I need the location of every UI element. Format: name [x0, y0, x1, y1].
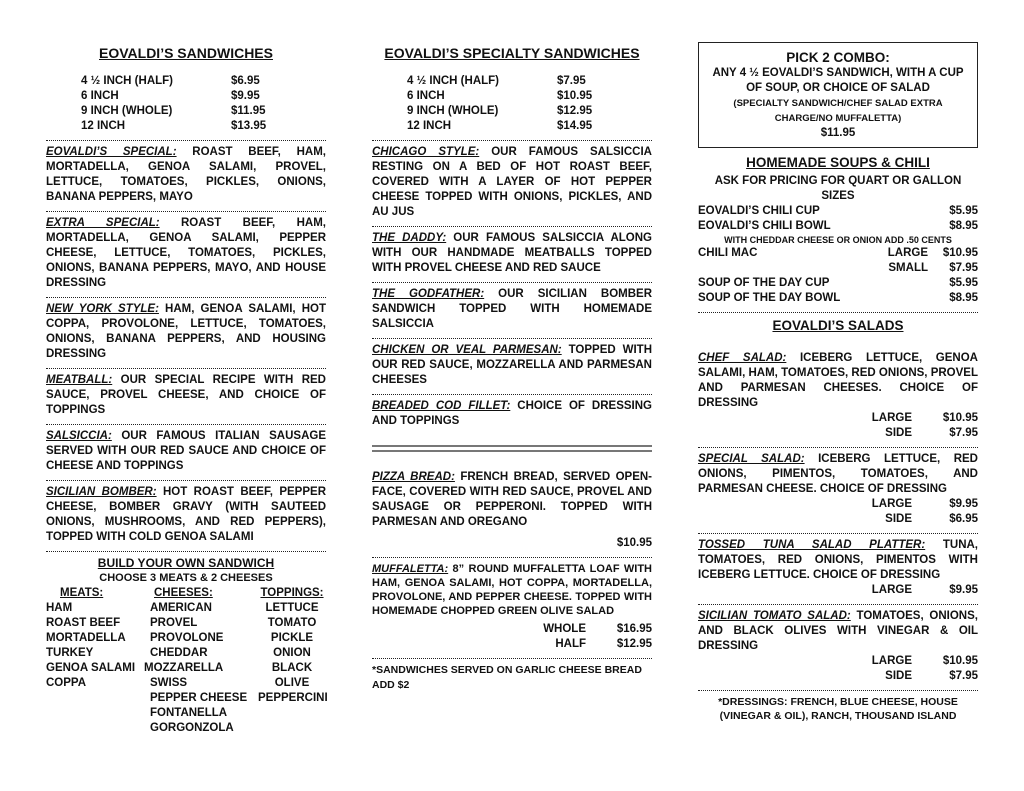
cheese-option: GORGONZOLA: [150, 722, 234, 734]
item-name: CHICKEN OR VEAL PARMESAN:: [372, 344, 562, 356]
salad-size-row: [698, 654, 978, 669]
size-label: LARGE: [887, 247, 928, 259]
item-name: EXTRA SPECIAL:: [46, 217, 160, 229]
chili-mac-row: [698, 261, 978, 276]
size-price: $12.95: [616, 638, 652, 650]
item-desc: OUR SICILIAN BOMBER SANDWICH TOPPED WITH HOMEMADE SALSICCIA: [372, 288, 653, 330]
size-price: $12.95: [557, 105, 593, 117]
size-label: 6 INCH: [407, 90, 445, 102]
size-price: $7.95: [557, 75, 586, 87]
salad-item: [698, 538, 978, 583]
salad-size-row: [698, 411, 978, 426]
item-label: SOUP OF THE DAY BOWL: [698, 292, 841, 304]
size-label: 12 INCH: [407, 120, 452, 132]
menu-item: [46, 302, 326, 362]
item-label: EOVALDI’S CHILI CUP: [698, 205, 820, 217]
chili-mac-row: [698, 246, 978, 261]
item-desc: ICEBERG LETTUCE, RED ONIONS, PIMENTOS, TOMATOES, AND PARMESAN CHEESE. CHOICE OF DRESSING: [698, 453, 978, 495]
byo-cheeses-col: [144, 586, 258, 736]
dotted-divider: [372, 658, 652, 659]
item-desc: TOMATOES, ONIONS, AND BLACK OLIVES WITH VINEGAR & OIL DRESSING: [698, 610, 978, 652]
soups-title: HOMEMADE SOUPS & CHILI: [746, 155, 930, 170]
item-desc: ROAST BEEF, HAM, MORTADELLA, GENOA SALAMI, PROVEL, LETTUCE, TOMATOES, PICKLES, ONIONS, BANANA PEPPERS, MAYO: [46, 146, 326, 203]
item-name: SICILIAN TOMATO SALAD:: [698, 610, 851, 622]
item-desc: TOPPED WITH OUR RED SAUCE, MOZZARELLA AND PARMESAN CHEESES: [372, 344, 652, 386]
item-desc: HOT ROAST BEEF, PEPPER CHEESE, BOMBER GRAVY (WITH SAUTEED ONIONS, MUSHROOMS, AND RED PEPPERS), TOPPED WITH COLD GENOA SALAMI: [46, 486, 326, 543]
item-desc: OUR FAMOUS SALSICCIA RESTING ON A BED OF HOT ROAST BEEF, COVERED WITH A LAYER OF HOT PEPPER CHEESE TOPPED WITH ONIONS, PICKLES, AND AU JUS: [372, 146, 652, 218]
topping-option: PICKLE: [270, 632, 314, 644]
dotted-divider: [46, 368, 326, 369]
dotted-divider: [372, 338, 652, 339]
item-name: SALSICCIA:: [46, 430, 112, 442]
topping-option: TOMATO: [267, 617, 317, 629]
muffaletta-size-row: [372, 622, 652, 637]
size-price: $9.95: [231, 90, 260, 102]
size-price: $7.95: [949, 427, 978, 439]
meat-option: MORTADELLA: [46, 632, 126, 644]
menu-item: [372, 231, 652, 276]
size-label: SIDE: [885, 513, 912, 525]
combo-note: (SPECIALTY SANDWICH/CHEF SALAD EXTRA CHARGE/NO MUFFALETTA): [733, 98, 943, 124]
cheese-option: CHEDDAR: [150, 647, 208, 659]
menu-item: [46, 429, 326, 474]
byo-subtitle: CHOOSE 3 MEATS & 2 CHEESES: [99, 572, 273, 584]
chili-bowl-row: [698, 219, 978, 234]
meat-option: GENOA SALAMI: [46, 662, 136, 674]
salad-item: [698, 452, 978, 497]
dotted-divider: [372, 282, 652, 283]
combo-line: ANY 4 ½ EOVALDI’S SANDWICH, WITH A CUP OF SOUP, OR CHOICE OF SALAD: [712, 67, 964, 94]
salad-item: [698, 609, 978, 654]
sandwiches-column: [46, 44, 326, 736]
meat-option: COPPA: [46, 677, 87, 689]
item-price: $8.95: [949, 220, 978, 232]
combo-price: $11.95: [820, 127, 856, 139]
menu-item: [372, 343, 652, 388]
soup-bowl-row: [698, 291, 978, 306]
size-price: $10.95: [942, 655, 978, 667]
menu-item: [372, 145, 652, 220]
dotted-divider: [372, 226, 652, 227]
item-name: BREADED COD FILLET:: [372, 400, 511, 412]
item-desc: OUR FAMOUS ITALIAN SAUSAGE SERVED WITH OUR RED SAUCE AND CHOICE OF CHEESE AND TOPPINGS: [46, 430, 326, 472]
cheese-option: MOZZARELLA: [144, 662, 224, 674]
item-name: MEATBALL:: [46, 374, 113, 386]
item-desc: OUR FAMOUS SALSICCIA ALONG WITH OUR HANDMADE MEATBALLS TOPPED WITH PROVEL CHEESE AND RED SAUCE: [372, 232, 652, 274]
cheese-option: PEPPER CHEESE: [150, 692, 248, 704]
pizza-bread-price: $10.95: [616, 537, 652, 549]
item-name: CHICAGO STYLE:: [372, 146, 480, 158]
item-desc: TUNA, TOMATOES, RED ONIONS, PIMENTOS WITH ICEBERG LETTUCE. CHOICE OF DRESSING: [698, 539, 978, 581]
dotted-divider: [698, 604, 978, 605]
dotted-divider: [46, 211, 326, 212]
salad-size-row: [698, 669, 978, 684]
salad-size-row: [698, 583, 978, 598]
size-label: 12 INCH: [81, 120, 126, 132]
chili-note: WITH CHEDDAR CHEESE OR ONION ADD .50 CENTS: [724, 235, 952, 245]
dressings-note: *DRESSINGS: FRENCH, BLUE CHEESE, HOUSE (VINEGAR & OIL), RANCH, THOUSAND ISLAND: [718, 696, 958, 722]
item-name: THE GODFATHER:: [372, 288, 485, 300]
size-label: 9 INCH (WHOLE): [81, 105, 173, 117]
menu-item: [46, 145, 326, 205]
double-divider: [372, 445, 652, 452]
item-desc: 8” ROUND MUFFALETTA LOAF WITH HAM, GENOA SALAMI, HOT COPPA, MORTADELLA, PROVOLONE, AND PEPPER CHEESE. TOPPED WITH HOMEMADE CHOPPED GREEN OLIVE SALAD: [372, 563, 653, 617]
menu-item: [46, 485, 326, 545]
byo-meats-col: [46, 586, 148, 736]
size-price: $9.95: [949, 584, 978, 596]
byo-meats-header: MEATS:: [60, 587, 104, 599]
size-price: $6.95: [949, 513, 978, 525]
item-name: PIZZA BREAD:: [372, 471, 455, 483]
size-label: 6 INCH: [81, 90, 119, 102]
size-price: $9.95: [949, 498, 978, 510]
item-price: $5.95: [949, 277, 978, 289]
salad-item: [698, 351, 978, 411]
menu-item: [46, 216, 326, 291]
muffaletta-item: [372, 562, 652, 618]
dotted-divider: [372, 394, 652, 395]
item-desc: HAM, GENOA SALAMI, HOT COPPA, PROVOLONE, LETTUCE, TOMATOES, ONIONS, BANANA PEPPERS, AND HOUSING DRESSING: [46, 303, 326, 360]
sandwich-size-prices: [46, 74, 326, 134]
pizza-bread-item: [372, 470, 652, 530]
size-label: SMALL: [888, 262, 928, 274]
size-price: $7.95: [949, 262, 978, 274]
meat-option: ROAST BEEF: [46, 617, 121, 629]
dotted-divider: [698, 690, 978, 691]
size-price: $10.95: [557, 90, 593, 102]
size-label: SIDE: [885, 670, 912, 682]
size-price: $7.95: [949, 670, 978, 682]
dotted-divider: [46, 551, 326, 552]
byo-cheeses-header: CHEESES:: [154, 587, 213, 599]
chili-cup-row: [698, 204, 978, 219]
item-name: TOSSED TUNA SALAD PLATTER:: [698, 539, 926, 551]
sandwiches-title: EOVALDI’S SANDWICHES: [99, 45, 273, 61]
item-name: THE DADDY:: [372, 232, 447, 244]
item-label: EOVALDI’S CHILI BOWL: [698, 220, 831, 232]
size-price: $11.95: [231, 105, 266, 117]
size-price: $16.95: [616, 623, 652, 635]
topping-option: PEPPERCINI: [258, 692, 328, 704]
item-name: NEW YORK STYLE:: [46, 303, 159, 315]
dotted-divider: [46, 297, 326, 298]
cheese-option: PROVEL: [150, 617, 198, 629]
meat-option: TURKEY: [46, 647, 94, 659]
item-desc: ROAST BEEF, HAM, MORTADELLA, GENOA SALAMI, PEPPER CHEESE, LETTUCE, TOMATOES, PICKLES, ONIONS, BANANA PEPPERS, MAYO, AND HOUSE DRESSING: [46, 217, 326, 289]
dotted-divider: [372, 140, 652, 141]
dotted-divider: [46, 140, 326, 141]
size-label: LARGE: [871, 655, 912, 667]
item-name: SICILIAN BOMBER:: [46, 486, 157, 498]
item-desc: CHOICE OF DRESSING AND TOPPINGS: [372, 400, 652, 427]
salad-size-row: [698, 512, 978, 527]
salad-size-row: [698, 497, 978, 512]
meat-option: HAM: [46, 602, 73, 614]
soup-cup-row: [698, 276, 978, 291]
specialty-column: [372, 44, 652, 693]
size-price: $10.95: [942, 412, 978, 424]
item-desc: OUR SPECIAL RECIPE WITH RED SAUCE, PROVEL CHEESE, AND CHOICE OF TOPPINGS: [46, 374, 326, 416]
size-price: $6.95: [231, 75, 260, 87]
pick-2-combo-box: [698, 42, 978, 148]
size-label: SIDE: [885, 427, 912, 439]
size-label: 4 ½ INCH (HALF): [407, 75, 499, 87]
salad-size-row: [698, 426, 978, 441]
menu-item: [46, 373, 326, 418]
cheese-option: AMERICAN: [150, 602, 212, 614]
topping-option: LETTUCE: [265, 602, 319, 614]
dotted-divider: [698, 447, 978, 448]
specialty-size-prices: [372, 74, 652, 134]
size-label: WHOLE: [543, 623, 586, 635]
soups-salads-column: [698, 22, 978, 723]
salads-title: EOVALDI’S SALADS: [772, 318, 904, 333]
item-desc: ICEBERG LETTUCE, GENOA SALAMI, HAM, TOMATOES, RED ONIONS, PROVEL AND PARMESAN CHEESES. CHOICE OF DRESSING: [698, 352, 978, 409]
item-name: MUFFALETTA:: [372, 563, 449, 575]
cheese-option: SWISS: [150, 677, 188, 689]
size-label: LARGE: [871, 584, 912, 596]
item-name: EOVALDI’S SPECIAL:: [46, 146, 177, 158]
cheese-option: PROVOLONE: [150, 632, 224, 644]
dotted-divider: [46, 424, 326, 425]
size-price: $14.95: [557, 120, 593, 132]
size-label: LARGE: [871, 498, 912, 510]
dotted-divider: [698, 533, 978, 534]
soups-subtitle: ASK FOR PRICING FOR QUART OR GALLON SIZES: [714, 175, 962, 202]
garlic-bread-note: *SANDWICHES SERVED ON GARLIC CHEESE BREAD ADD $2: [372, 664, 642, 691]
topping-option: BLACK OLIVE: [271, 662, 313, 689]
dotted-divider: [698, 312, 978, 313]
size-price: $13.95: [231, 120, 267, 132]
byo-table: [46, 586, 326, 736]
byo-toppings-header: TOPPINGS:: [260, 587, 324, 599]
item-label: SOUP OF THE DAY CUP: [698, 277, 830, 289]
size-label: HALF: [555, 638, 586, 650]
item-desc: FRENCH BREAD, SERVED OPEN-FACE, COVERED WITH RED SAUCE, PROVEL AND SAUSAGE OR PEPPERONI. TOPPED WITH PARMESAN AND OREGANO: [372, 471, 652, 528]
topping-option: ONION: [273, 647, 311, 659]
item-label: CHILI MAC: [698, 247, 758, 259]
menu-item: [372, 287, 652, 332]
dotted-divider: [372, 557, 652, 558]
menu-item: [372, 399, 652, 429]
size-label: 4 ½ INCH (HALF): [81, 75, 173, 87]
size-label: 9 INCH (WHOLE): [407, 105, 499, 117]
size-label: LARGE: [871, 412, 912, 424]
item-price: $8.95: [949, 292, 978, 304]
item-name: SPECIAL SALAD:: [698, 453, 805, 465]
byo-title: BUILD YOUR OWN SANDWICH: [97, 556, 275, 570]
cheese-option: FONTANELLA: [150, 707, 228, 719]
combo-title: PICK 2 COMBO:: [786, 50, 890, 65]
muffaletta-size-row: [372, 637, 652, 652]
item-name: CHEF SALAD:: [698, 352, 787, 364]
item-price: $5.95: [949, 205, 978, 217]
size-price: $10.95: [942, 247, 978, 259]
byo-toppings-col: [258, 586, 326, 736]
dotted-divider: [46, 480, 326, 481]
specialty-title: EOVALDI’S SPECIALTY SANDWICHES: [384, 45, 640, 61]
